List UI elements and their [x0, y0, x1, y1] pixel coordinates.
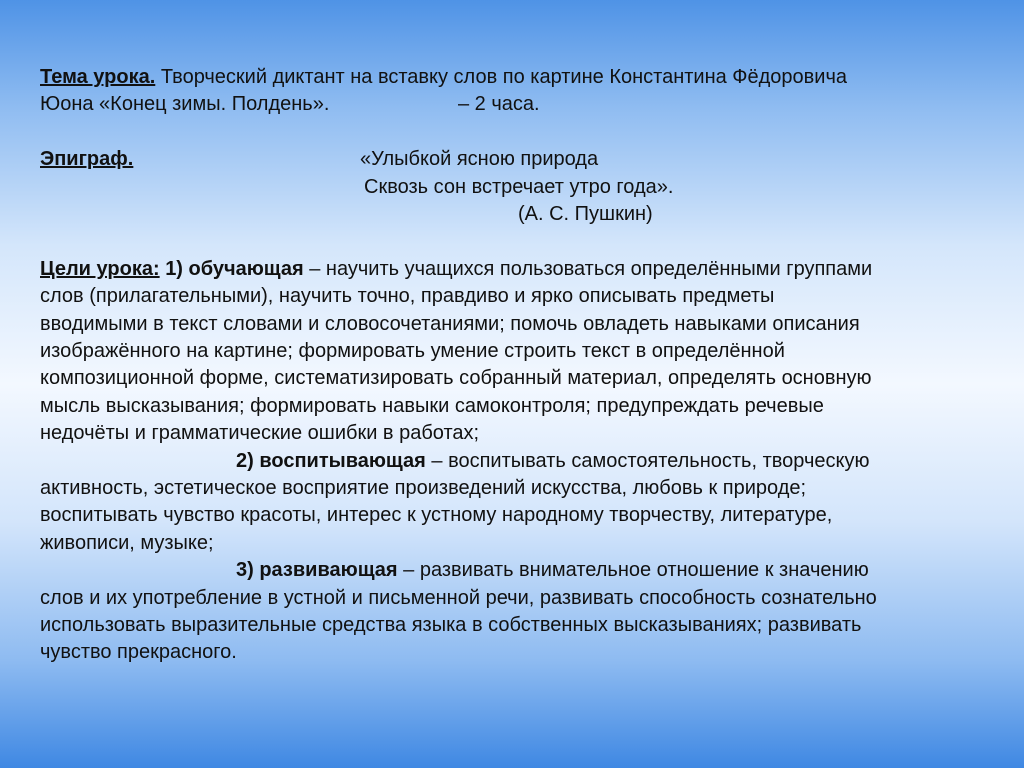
topic-text-2: Юона «Конец зимы. Полдень».	[40, 93, 330, 116]
spacer	[40, 119, 1000, 146]
epigraph-label: Эпиграф.	[40, 148, 134, 171]
goal-1-text-5: мысль высказывания; формировать навыки самоконтроля; предупреждать речевые	[40, 394, 824, 417]
goal-1-text-6: недочёты и грамматические ошибки в работах;	[40, 422, 480, 445]
goal-3-text-1: слов и их употребление в устной и письменной речи, развивать способность сознательно	[40, 586, 877, 609]
goal-1-text-2: вводимыми в текст словами и словосочетаниями; помочь овладеть навыками описания	[40, 312, 860, 335]
topic-label: Тема урока.	[40, 66, 156, 88]
goal-1-first-line	[40, 256, 1000, 283]
goal-2-text-1: активность, эстетическое восприятие произведений искусства, любовь к природе;	[40, 477, 807, 500]
goal-1-text-1: слов (прилагательными), научить точно, правдиво и ярко описывать предметы	[40, 285, 775, 308]
epigraph-quote-2: Сквозь сон встречает утро года».	[364, 175, 674, 198]
goal-1-text-4: композиционной форме, систематизировать собранный материал, определять основную	[40, 367, 872, 390]
goal-2-text-2: воспитывать чувство красоты, интерес к устному народному творчеству, литературе,	[40, 504, 833, 527]
goal-2-first-line	[40, 448, 1000, 475]
goal-2-text-0: – воспитывать самостоятельность, творческую	[425, 449, 870, 472]
epigraph-quote-1: «Улыбкой ясною природа	[360, 148, 599, 171]
topic-line-1	[40, 64, 1000, 91]
goal-3-text-0: – развивать внимательное отношение к значению	[397, 559, 869, 582]
topic-hours: – 2 часа.	[458, 93, 540, 116]
goal-3-text-3: чувство прекрасного.	[40, 641, 237, 664]
epigraph-line-3	[40, 201, 1000, 228]
epigraph-author: (А. С. Пушкин)	[518, 203, 653, 225]
goal-1-title: 1) обучающая	[165, 257, 304, 280]
goal-2-text-3: живописи, музыке;	[40, 531, 214, 554]
goal-3-first-line	[40, 557, 1000, 584]
slide-content	[40, 64, 1000, 667]
topic-line-2	[40, 91, 1000, 118]
epigraph-line-2	[40, 174, 1000, 201]
goal-2-title: 2) воспитывающая	[236, 449, 426, 472]
goal-1-text-3: изображённого на картине; формировать умение строить текст в определённой	[40, 340, 785, 362]
spacer	[40, 228, 1000, 255]
epigraph-line-1	[40, 146, 1000, 173]
topic-text-1: Творческий диктант на вставку слов по картине Константина Фёдоровича	[155, 66, 847, 88]
goal-3-text-2: использовать выразительные средства языка в собственных высказываниях; развивать	[40, 614, 862, 637]
goal-1-text-0: – научить учащихся пользоваться определёнными группами	[303, 257, 873, 280]
goal-3-title: 3) развивающая	[236, 559, 398, 582]
goals-label: Цели урока:	[40, 257, 160, 280]
